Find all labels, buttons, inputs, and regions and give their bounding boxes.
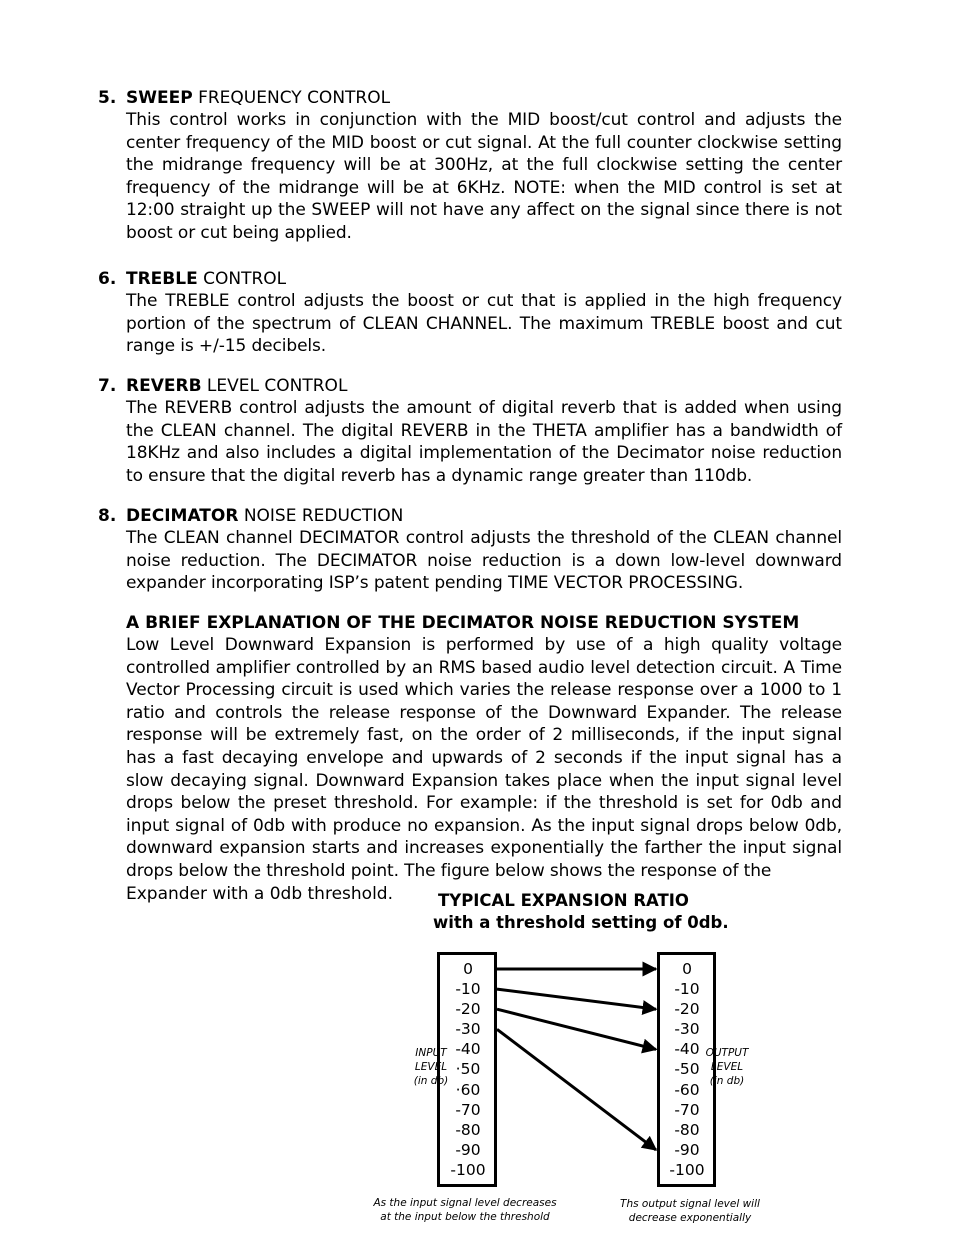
input-tick: ·50 [455,1060,481,1079]
mapping-arrow-2 [497,1009,656,1049]
caption-right [608,1197,772,1225]
item-number: 8. [98,506,117,526]
mapping-arrow-3 [497,1029,656,1150]
output-tick: -100 [669,1160,705,1179]
input-tick: -70 [455,1100,481,1119]
mapping-arrow-1 [497,989,656,1009]
item-body: The CLEAN channel DECIMATOR control adjusts the threshold of the CLEAN channel noise reduction. The DECIMATOR noise reduction is a down low-level downward expander incorporating ISP’s patent pending TIME VECTOR PROCESSING. [126,528,842,594]
input-label-line: LEVEL [414,1061,448,1073]
output-tick: -40 [674,1040,700,1059]
item-number: 6. [98,269,117,289]
input-tick: ·60 [455,1080,481,1099]
output-tick: -30 [674,1020,700,1039]
output-tick: -10 [674,980,700,999]
output-tick: -70 [674,1100,700,1119]
input-tick: 0 [463,960,473,978]
item-body: The TREBLE control adjusts the boost or cut that is applied in the high frequency portion of the spectrum of CLEAN CHANNEL. The maximum TREBLE boost and cut range is +/-15 decibels. [126,291,842,357]
input-tick: -80 [455,1120,481,1139]
output-label-line: LEVEL [710,1061,744,1073]
item-keyword: TREBLE [126,269,198,289]
caption-right-line: Ths output signal level will [620,1198,760,1210]
item-body: The REVERB control adjusts the amount of digital reverb that is added when using the CLEAN channel. The digital REVERB in the THETA amplifier has a bandwidth of 18KHz and also includes a digital implementation of the Decimator noise reduction to ensure that the digital reverb has a dynamic range greater than 110db. [126,398,842,486]
caption-left-line: As the input signal level decreases [373,1197,557,1209]
caption-left-line: at the input below the threshold [380,1211,550,1223]
item-number: 5. [98,88,117,108]
input-tick: -90 [455,1140,481,1159]
explanation-body: Low Level Downward Expansion is performed by use of a high quality voltage controlled amplifier controlled by an RMS based audio level detection circuit. A Time Vector Processing circuit is used which varies the release response over a 1000 to 1 ratio and controls the release response of the Downward Expander. The release response will be extremely fast, on the order of 2 milliseconds, if the input signal has a fast decaying envelope and upwards of 2 seconds if the input signal has a slow decaying signal. Downward Expansion takes place when the input signal level drops below the preset threshold. For example: if the threshold is set for 0db and input signal of 0db with produce no expansion. As the input signal drops below 0db, downward expansion starts and increases exponentially the farther the input signal drops below the threshold point. The figure below shows the response of the [126,635,842,881]
caption-left [370,1196,560,1224]
output-tick: -80 [674,1120,700,1139]
figure-title-line2: with a threshold setting of 0db. [433,913,729,932]
item-body: This control works in conjunction with the MID boost/cut control and adjusts the center frequency of the MID boost or cut signal. At the full counter clockwise setting the midrange frequency will be at 300Hz, at the full clockwise setting the center frequency of the midrange will be at 6KHz. NOTE: when the MID control is set at 12:00 straight up the SWEEP will not have any affect on the signal since there is not boost or cut being applied. [126,110,842,243]
input-tick: -10 [455,980,481,999]
input-tick: -20 [455,1000,481,1019]
input-label-line: (in db) [413,1075,449,1087]
item-number: 7. [98,376,117,396]
item-heading-rest: FREQUENCY CONTROL [192,88,391,108]
output-tick: -20 [674,1000,700,1019]
explanation-title: A BRIEF EXPLANATION OF THE DECIMATOR NOISE REDUCTION SYSTEM [126,613,800,633]
item-keyword: SWEEP [126,88,193,108]
item-keyword: REVERB [126,376,202,396]
output-tick: -50 [674,1060,700,1079]
item-heading-rest: CONTROL [197,269,287,289]
input-tick: -40 [455,1040,481,1059]
output-tick: -90 [674,1140,700,1159]
output-label-line: (in db) [709,1075,745,1087]
output-tick: -60 [674,1080,700,1099]
item-heading-rest: NOISE REDUCTION [238,506,404,526]
input-tick: -30 [455,1020,481,1039]
item-heading-rest: LEVEL CONTROL [201,376,348,396]
input-tick: -100 [450,1160,486,1179]
input-label-line: INPUT [415,1047,447,1059]
item-keyword: DECIMATOR [126,506,239,526]
output-tick: 0 [682,960,692,978]
explanation-last-line: Expander with a 0db threshold. [126,884,393,904]
output-label-line: OUTPUT [705,1047,749,1059]
caption-right-line: decrease exponentially [628,1212,752,1224]
figure-title-line1: TYPICAL EXPANSION RATIO [438,891,689,910]
